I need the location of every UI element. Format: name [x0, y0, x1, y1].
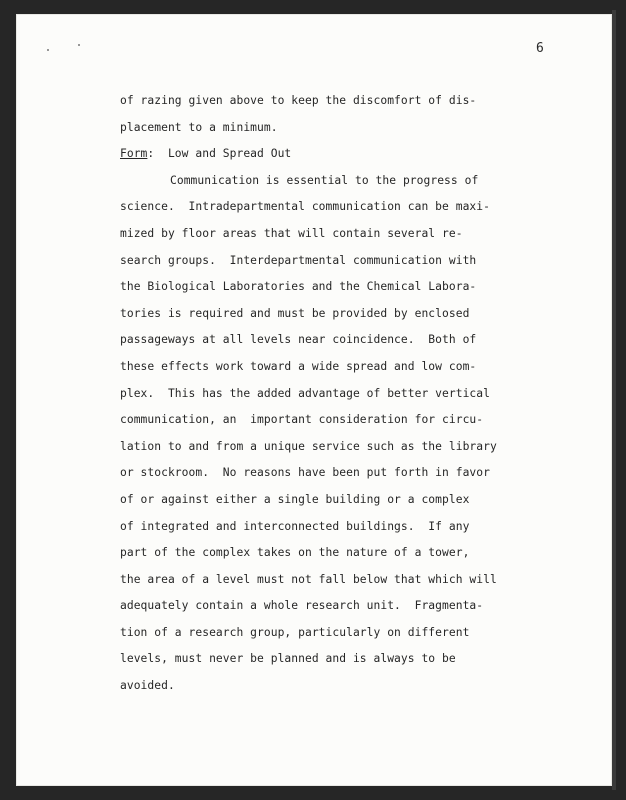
- text-line: tories is required and must be provided by enclosed: [120, 306, 470, 320]
- text-line: part of the complex takes on the nature of a tower,: [120, 546, 470, 560]
- text-line: plex. This has the added advantage of better vertical: [120, 386, 490, 400]
- section-heading-label: Form: [120, 147, 148, 161]
- scan-edge: [612, 10, 616, 790]
- text-line: science. Intradepartmental communication can be maxi-: [120, 200, 490, 214]
- typed-body: [120, 88, 520, 700]
- text-line: adequately contain a whole research unit. Fragmenta-: [120, 599, 484, 613]
- text-line: passageways at all levels near coincidence. Both of: [120, 333, 477, 347]
- text-line: tion of a research group, particularly on different: [120, 625, 470, 639]
- section-heading: [120, 141, 520, 168]
- scan-speck: [47, 49, 49, 51]
- section-heading-title: : Low and Spread Out: [147, 147, 292, 161]
- text-line: lation to and from a unique service such as the library: [120, 439, 497, 453]
- text-line: avoided.: [120, 679, 175, 693]
- text-line: placement to a minimum.: [120, 120, 278, 134]
- text-line: these effects work toward a wide spread and low com-: [120, 359, 477, 373]
- text-line: or stockroom. No reasons have been put forth in favor: [120, 466, 490, 480]
- text-line: communication, an important consideration for circu-: [120, 413, 484, 427]
- text-line: mized by floor areas that will contain several re-: [120, 226, 463, 240]
- text-line: the Biological Laboratories and the Chemical Labora-: [120, 280, 477, 294]
- text-line: of razing given above to keep the discomfort of dis-: [120, 94, 477, 107]
- text-line: Communication is essential to the progress of: [170, 173, 479, 187]
- text-line: search groups. Interdepartmental communication with: [120, 253, 477, 267]
- page-number: 6: [536, 41, 544, 56]
- scan-speck: [78, 44, 80, 46]
- text-line: of or against either a single building or a complex: [120, 492, 470, 506]
- text-line: levels, must never be planned and is always to be: [120, 652, 456, 666]
- text-line: of integrated and interconnected buildings. If any: [120, 519, 470, 533]
- text-line: the area of a level must not fall below that which will: [120, 572, 497, 586]
